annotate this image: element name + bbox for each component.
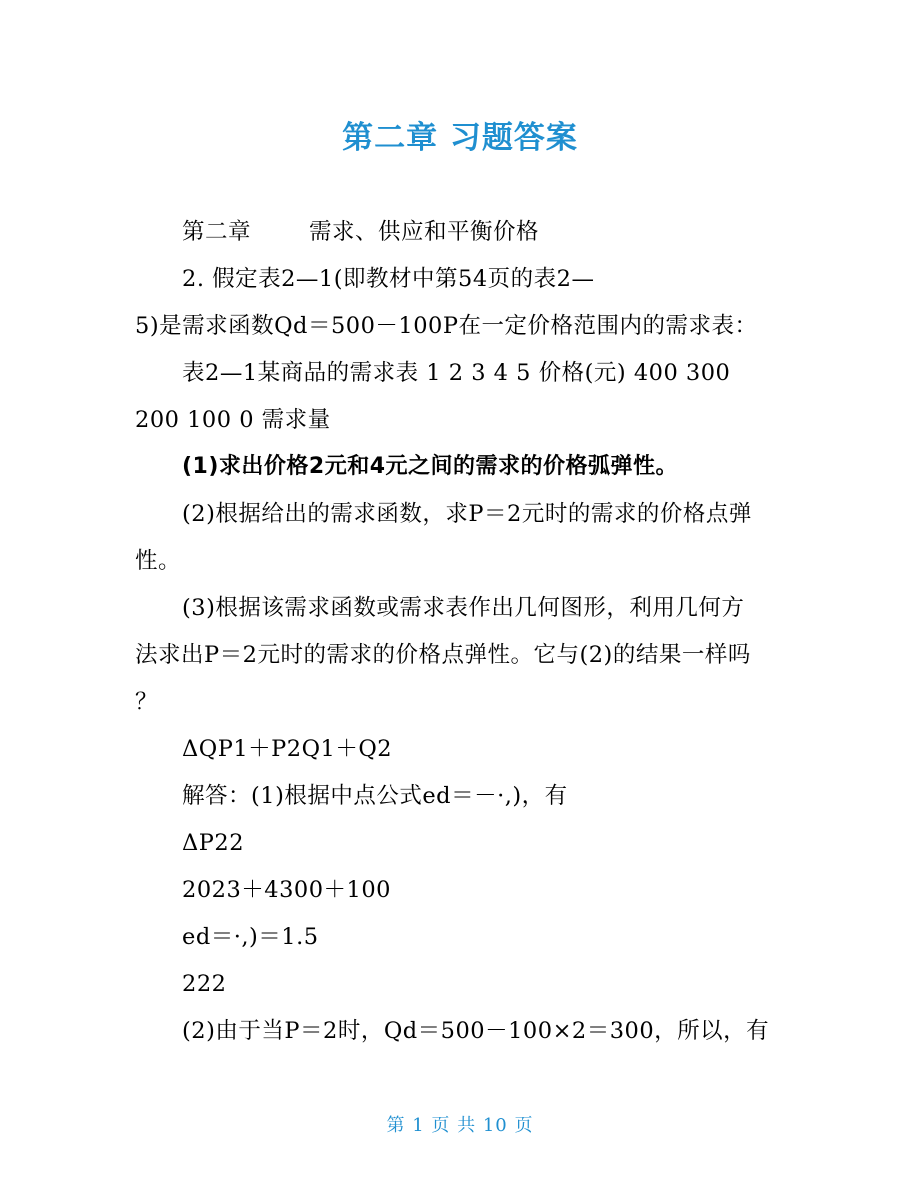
formula-line-5: 222	[182, 971, 227, 997]
sub-question-3-line-2: 法求出P＝2元时的需求的价格点弹性。它与(2)的结果一样吗	[135, 642, 751, 668]
formula-line-2: ΔP22	[182, 830, 245, 856]
answer-2-line: (2)由于当P＝2时，Qd＝500－100×2＝300，所以，有	[182, 1018, 770, 1044]
sub-question-2-line-2: 性。	[135, 548, 182, 574]
formula-line-3: 2023＋4300＋100	[182, 877, 391, 903]
page-title: 第二章 习题答案	[342, 120, 578, 156]
page-footer: 第 1 页 共 10 页	[386, 1115, 534, 1136]
question-2-line-2: 5)是需求函数Qd＝500－100P在一定价格范围内的需求表：	[135, 313, 758, 339]
formula-line-1: ΔQP1＋P2Q1＋Q2	[182, 736, 393, 762]
chapter-heading: 需求、供应和平衡价格	[309, 219, 540, 245]
sub-question-2-line-1: (2)根据给出的需求函数，求P＝2元时的需求的价格点弹	[182, 501, 752, 527]
answer-1-line: 解答：(1)根据中点公式ed＝－·,)，有	[182, 783, 568, 809]
table-text-line-1: 表2—1某商品的需求表 1 2 3 4 5 价格(元) 400 300	[182, 360, 731, 386]
question-2-line-1: 2. 假定表2—1(即教材中第54页的表2—	[182, 266, 595, 292]
chapter-heading-line	[182, 216, 539, 248]
formula-line-4: ed＝·,)＝1.5	[182, 924, 319, 950]
chapter-label: 第二章	[182, 219, 252, 245]
sub-question-3-line-3: ？	[135, 689, 159, 715]
table-text-line-2: 200 100 0 需求量	[135, 407, 331, 433]
sub-question-1: (1)求出价格2元和4元之间的需求的价格弧弹性。	[182, 454, 679, 479]
sub-question-3-line-1: (3)根据该需求函数或需求表作出几何图形，利用几何方	[182, 595, 745, 621]
